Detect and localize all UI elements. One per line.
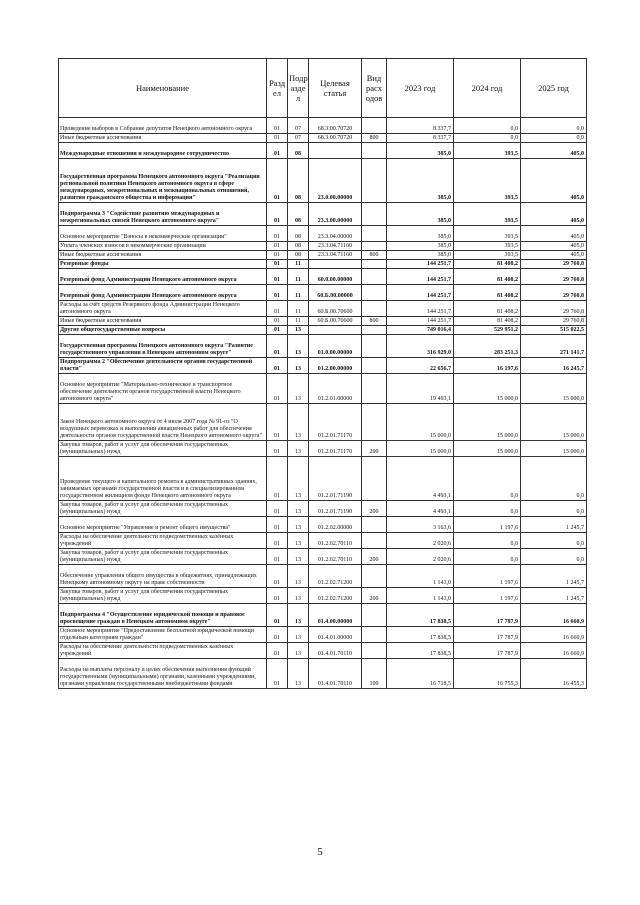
cell-podrazdel: 08	[288, 143, 309, 159]
table-row	[59, 517, 587, 533]
cell-razdel: 01	[267, 143, 288, 159]
cell-razdel: 01	[267, 159, 288, 203]
cell-2025: 15 000,0	[521, 374, 587, 404]
cell-2025: 0,0	[521, 118, 587, 134]
cell-target-article: 01.2.02.70110	[309, 533, 362, 549]
cell-razdel: 01	[267, 549, 288, 565]
cell-expense-type	[362, 643, 387, 659]
cell-expense-type: 100	[362, 659, 387, 689]
table-row	[59, 226, 587, 242]
cell-target-article: 01.2.01.71170	[309, 404, 362, 441]
cell-2023: 1 143,0	[387, 588, 454, 604]
cell-2023: 4 493,1	[387, 457, 454, 501]
cell-name: Закупка товаров, работ и услуг для обеспечения государственных (муниципальных) нужд	[59, 588, 267, 604]
cell-expense-type	[362, 627, 387, 643]
cell-target-article: 23.3.04.00000	[309, 226, 362, 242]
cell-expense-type	[362, 285, 387, 301]
cell-target-article: 01.2.02.00000	[309, 517, 362, 533]
header-year-2023: 2023 год	[387, 59, 454, 118]
cell-podrazdel: 11	[288, 317, 309, 326]
cell-name: Расходы на обеспечение деятельности подведомственных казённых учреждений	[59, 533, 267, 549]
table-body	[59, 118, 587, 689]
cell-2023: 17 838,5	[387, 604, 454, 627]
cell-expense-type: 200	[362, 501, 387, 517]
cell-target-article: 01.4.01.70110	[309, 643, 362, 659]
cell-razdel: 01	[267, 269, 288, 285]
cell-razdel: 01	[267, 457, 288, 501]
cell-2023: 385,0	[387, 143, 454, 159]
cell-name: Иные бюджетные ассигнования	[59, 251, 267, 260]
cell-razdel: 01	[267, 441, 288, 457]
cell-2024: 15 000,0	[454, 404, 521, 441]
cell-2024: 1 197,6	[454, 565, 521, 588]
cell-name: Международные отношения и международное сотрудничество	[59, 143, 267, 159]
cell-2024: 17 787,9	[454, 627, 521, 643]
cell-podrazdel: 13	[288, 457, 309, 501]
cell-expense-type: 800	[362, 134, 387, 143]
cell-2025: 1 245,7	[521, 517, 587, 533]
table-row	[59, 260, 587, 269]
cell-razdel: 01	[267, 301, 288, 317]
cell-razdel: 01	[267, 565, 288, 588]
table-row	[59, 285, 587, 301]
header-razdel: Разд ел	[267, 59, 288, 118]
cell-name: Закупка товаров, работ и услуг для обеспечения государственных (муниципальных) нужд	[59, 441, 267, 457]
cell-target-article: 60.Б.00.70600	[309, 301, 362, 317]
cell-name: Закупка товаров, работ и услуг для обеспечения государственных (муниципальных) нужд	[59, 549, 267, 565]
cell-target-article: 23.3.00.00000	[309, 203, 362, 226]
cell-podrazdel: 11	[288, 301, 309, 317]
cell-2024: 15 000,0	[454, 441, 521, 457]
cell-razdel: 01	[267, 317, 288, 326]
cell-expense-type	[362, 326, 387, 335]
cell-expense-type	[362, 604, 387, 627]
cell-2023: 8 337,7	[387, 134, 454, 143]
table-row	[59, 604, 587, 627]
cell-2025: 271 141,7	[521, 335, 587, 358]
cell-2024: 0,0	[454, 533, 521, 549]
table-row	[59, 659, 587, 689]
cell-expense-type	[362, 533, 387, 549]
cell-2024: 0,0	[454, 457, 521, 501]
cell-expense-type	[362, 374, 387, 404]
cell-name: Проведение текущего и капитального ремонта в административных зданиях, занимаемых органами государственной власти и в специализированном государственном жилищном фонде Ненецкого автономного округа	[59, 457, 267, 501]
cell-target-article: 23.3.04.71160	[309, 242, 362, 251]
cell-2023: 8 337,7	[387, 118, 454, 134]
cell-razdel: 01	[267, 251, 288, 260]
table-row	[59, 335, 587, 358]
cell-name: Иные бюджетные ассигнования	[59, 134, 267, 143]
cell-target-article: 23.0.00.00000	[309, 159, 362, 203]
cell-name: Расходы на выплаты персоналу в целях обеспечения выполнения функций государственными (муниципальными) органами, казенными учреждениями, органами управления государственными внебюджетными фондами	[59, 659, 267, 689]
cell-name: Основное мероприятие "Взносы в некоммерческие организации"	[59, 226, 267, 242]
header-target-article: Целевая статья	[309, 59, 362, 118]
table-row	[59, 143, 587, 159]
table-row	[59, 242, 587, 251]
cell-2023: 385,0	[387, 226, 454, 242]
cell-2023: 16 718,5	[387, 659, 454, 689]
header-year-2025: 2025 год	[521, 59, 587, 118]
cell-2023: 385,0	[387, 251, 454, 260]
table-row	[59, 441, 587, 457]
table-row	[59, 588, 587, 604]
cell-target-article: 60.Б.00.00000	[309, 285, 362, 301]
cell-name: Резервный фонд Администрации Ненецкого автономного округа	[59, 285, 267, 301]
cell-target-article: 01.4.01.70110	[309, 659, 362, 689]
cell-razdel: 01	[267, 285, 288, 301]
cell-name: Подпрограмма 3 "Содействие развитию международных и межрегиональных связей Ненецкого автономного округа"	[59, 203, 267, 226]
cell-podrazdel: 07	[288, 118, 309, 134]
cell-razdel: 01	[267, 326, 288, 335]
cell-2025: 15 000,0	[521, 441, 587, 457]
cell-2024: 17 787,9	[454, 604, 521, 627]
cell-podrazdel: 07	[288, 134, 309, 143]
cell-target-article: 68.3.00.70720	[309, 118, 362, 134]
cell-2025: 0,0	[521, 134, 587, 143]
cell-name: Государственная программа Ненецкого автономного округа "Реализация региональной политики Ненецкого автономного округа в сфере международных, межрегиональных и межнациональных отношений, развития гражданского общества и информации"	[59, 159, 267, 203]
cell-2024: 529 951,2	[454, 326, 521, 335]
table-row	[59, 203, 587, 226]
cell-podrazdel: 13	[288, 549, 309, 565]
cell-2023: 22 656,7	[387, 358, 454, 374]
cell-razdel: 01	[267, 226, 288, 242]
cell-podrazdel: 13	[288, 326, 309, 335]
cell-target-article	[309, 326, 362, 335]
cell-podrazdel: 13	[288, 358, 309, 374]
cell-2024: 81 408,2	[454, 269, 521, 285]
cell-podrazdel: 13	[288, 565, 309, 588]
cell-podrazdel: 13	[288, 588, 309, 604]
cell-razdel: 01	[267, 627, 288, 643]
cell-razdel: 01	[267, 374, 288, 404]
cell-2025: 16 455,3	[521, 659, 587, 689]
cell-2025: 29 760,8	[521, 260, 587, 269]
cell-2023: 144 251,7	[387, 285, 454, 301]
cell-2023: 144 251,7	[387, 260, 454, 269]
cell-2024: 81 408,2	[454, 285, 521, 301]
cell-expense-type	[362, 269, 387, 285]
table-row	[59, 533, 587, 549]
cell-podrazdel: 13	[288, 501, 309, 517]
cell-2025: 29 760,8	[521, 285, 587, 301]
cell-podrazdel: 08	[288, 159, 309, 203]
cell-target-article: 60.0.00.00000	[309, 269, 362, 285]
cell-podrazdel: 13	[288, 604, 309, 627]
cell-expense-type	[362, 260, 387, 269]
cell-2025: 16 660,9	[521, 627, 587, 643]
cell-name: Основное мероприятие "Управление и ремонт общего имущества"	[59, 517, 267, 533]
cell-razdel: 01	[267, 404, 288, 441]
cell-2024: 16 197,6	[454, 358, 521, 374]
cell-expense-type	[362, 118, 387, 134]
cell-name: Расходы на обеспечение деятельности подведомственных казённых учреждений	[59, 643, 267, 659]
cell-2025: 405,0	[521, 159, 587, 203]
cell-expense-type: 800	[362, 317, 387, 326]
cell-target-article: 01.2.02.71200	[309, 565, 362, 588]
cell-2023: 17 838,5	[387, 643, 454, 659]
cell-podrazdel: 13	[288, 643, 309, 659]
cell-target-article	[309, 260, 362, 269]
cell-name: Основное мероприятие "Предоставление бесплатной юридической помощи отдельным категориям граждан"	[59, 627, 267, 643]
cell-expense-type	[362, 226, 387, 242]
cell-2025: 1 245,7	[521, 565, 587, 588]
cell-name: Закон Ненецкого автономного округа от 4 июля 2007 года № 91-оз "О воздушных перевозках и выполнении авиационных работ для обеспечения деятельности органов государственной власти Ненецкого автономного округа"	[59, 404, 267, 441]
cell-2023: 316 929,0	[387, 335, 454, 358]
table-row	[59, 374, 587, 404]
cell-2023: 2 020,6	[387, 533, 454, 549]
cell-podrazdel: 08	[288, 251, 309, 260]
cell-expense-type	[362, 457, 387, 501]
cell-podrazdel: 13	[288, 374, 309, 404]
cell-expense-type: 200	[362, 588, 387, 604]
cell-name: Обеспечение управления общего имущества в общежитиях, принадлежащих Ненецкому автономному округу на праве собственности	[59, 565, 267, 588]
cell-razdel: 01	[267, 517, 288, 533]
cell-2024: 81 408,2	[454, 317, 521, 326]
table-row	[59, 159, 587, 203]
table-row	[59, 549, 587, 565]
cell-2024: 0,0	[454, 501, 521, 517]
cell-podrazdel: 13	[288, 404, 309, 441]
cell-2025: 405,0	[521, 226, 587, 242]
table-row	[59, 301, 587, 317]
cell-target-article: 01.4.01.00000	[309, 627, 362, 643]
cell-2023: 15 000,0	[387, 441, 454, 457]
cell-expense-type: 200	[362, 441, 387, 457]
cell-2025: 0,0	[521, 549, 587, 565]
cell-podrazdel: 13	[288, 659, 309, 689]
table-row	[59, 358, 587, 374]
cell-razdel: 01	[267, 501, 288, 517]
cell-razdel: 01	[267, 242, 288, 251]
cell-name: Государственная программа Ненецкого автономного округа "Развитие государственного управления в Ненецком автономном округе"	[59, 335, 267, 358]
cell-target-article: 60.Б.00.70600	[309, 317, 362, 326]
cell-2025: 405,0	[521, 143, 587, 159]
cell-podrazdel: 08	[288, 203, 309, 226]
cell-expense-type	[362, 242, 387, 251]
budget-table-sheet	[58, 58, 586, 689]
cell-2025: 0,0	[521, 533, 587, 549]
table-row	[59, 317, 587, 326]
table-row	[59, 627, 587, 643]
cell-2024: 1 197,6	[454, 588, 521, 604]
cell-expense-type	[362, 517, 387, 533]
cell-2024: 17 787,9	[454, 643, 521, 659]
table-row	[59, 643, 587, 659]
cell-2024: 393,5	[454, 143, 521, 159]
cell-expense-type	[362, 143, 387, 159]
cell-razdel: 01	[267, 643, 288, 659]
table-row	[59, 404, 587, 441]
cell-2024: 393,5	[454, 226, 521, 242]
cell-2023: 385,0	[387, 242, 454, 251]
cell-name: Подпрограмма 4 "Осуществление юридической помощи и правовое просвещение граждан в Ненецком автономном округе"	[59, 604, 267, 627]
cell-2025: 0,0	[521, 501, 587, 517]
cell-2023: 144 251,7	[387, 301, 454, 317]
cell-name: Расходы за счёт средств Резервного фонда Администрации Ненецкого автономного округа	[59, 301, 267, 317]
cell-2024: 1 197,6	[454, 517, 521, 533]
cell-name: Резервный фонд Администрации Ненецкого автономного округа	[59, 269, 267, 285]
cell-2025: 1 245,7	[521, 588, 587, 604]
cell-2024: 15 000,0	[454, 374, 521, 404]
cell-podrazdel: 08	[288, 226, 309, 242]
cell-razdel: 01	[267, 358, 288, 374]
cell-2024: 393,5	[454, 203, 521, 226]
cell-razdel: 01	[267, 134, 288, 143]
cell-podrazdel: 11	[288, 285, 309, 301]
cell-2024: 81 408,2	[454, 301, 521, 317]
cell-2023: 2 020,6	[387, 549, 454, 565]
cell-2024: 0,0	[454, 549, 521, 565]
cell-podrazdel: 13	[288, 335, 309, 358]
cell-2025: 405,0	[521, 251, 587, 260]
cell-podrazdel: 13	[288, 533, 309, 549]
cell-expense-type: 800	[362, 251, 387, 260]
cell-2023: 144 251,7	[387, 317, 454, 326]
cell-podrazdel: 08	[288, 242, 309, 251]
cell-2025: 405,0	[521, 203, 587, 226]
cell-2025: 15 000,0	[521, 404, 587, 441]
cell-razdel: 01	[267, 588, 288, 604]
cell-2025: 0,0	[521, 457, 587, 501]
cell-2024: 16 755,3	[454, 659, 521, 689]
cell-target-article: 01.2.01.71170	[309, 441, 362, 457]
cell-target-article	[309, 143, 362, 159]
cell-target-article: 01.0.00.00000	[309, 335, 362, 358]
cell-2025: 29 760,8	[521, 269, 587, 285]
cell-2025: 405,0	[521, 242, 587, 251]
table-row	[59, 134, 587, 143]
cell-2025: 29 760,8	[521, 301, 587, 317]
header-name: Наименование	[59, 59, 267, 118]
cell-razdel: 01	[267, 659, 288, 689]
cell-2025: 29 760,8	[521, 317, 587, 326]
cell-name: Закупка товаров, работ и услуг для обеспечения государственных (муниципальных) нужд	[59, 501, 267, 517]
cell-razdel: 01	[267, 604, 288, 627]
cell-2024: 393,5	[454, 251, 521, 260]
cell-2024: 0,0	[454, 118, 521, 134]
cell-expense-type: 200	[362, 549, 387, 565]
cell-target-article: 68.3.00.70720	[309, 134, 362, 143]
cell-expense-type	[362, 404, 387, 441]
cell-razdel: 01	[267, 118, 288, 134]
cell-target-article: 01.2.02.71200	[309, 588, 362, 604]
cell-2024: 0,0	[454, 134, 521, 143]
budget-table	[58, 58, 587, 689]
header-expense-type: Вид расх одов	[362, 59, 387, 118]
cell-2023: 144 251,7	[387, 269, 454, 285]
cell-name: Проведение выборов в Собрание депутатов Ненецкого автономного округа	[59, 118, 267, 134]
cell-expense-type	[362, 159, 387, 203]
cell-name: Иные бюджетные ассигнования	[59, 317, 267, 326]
cell-target-article: 01.2.01.00000	[309, 374, 362, 404]
header-podrazdel: Подр азде л	[288, 59, 309, 118]
cell-2023: 385,0	[387, 203, 454, 226]
cell-target-article: 01.2.02.70110	[309, 549, 362, 565]
cell-podrazdel: 13	[288, 627, 309, 643]
cell-2023: 4 493,1	[387, 501, 454, 517]
table-header-row	[59, 59, 587, 118]
cell-2025: 16 660,9	[521, 604, 587, 627]
cell-name: Уплата членских взносов в некоммерческие организации	[59, 242, 267, 251]
cell-2023: 3 163,6	[387, 517, 454, 533]
cell-target-article: 01.4.00.00000	[309, 604, 362, 627]
cell-target-article: 23.3.04.71160	[309, 251, 362, 260]
table-row	[59, 269, 587, 285]
table-row	[59, 457, 587, 501]
cell-podrazdel: 13	[288, 441, 309, 457]
cell-expense-type	[362, 358, 387, 374]
cell-target-article: 01.2.01.71190	[309, 501, 362, 517]
table-row	[59, 326, 587, 335]
cell-target-article: 01.2.00.00000	[309, 358, 362, 374]
cell-podrazdel: 13	[288, 517, 309, 533]
cell-expense-type	[362, 335, 387, 358]
cell-razdel: 01	[267, 335, 288, 358]
cell-2025: 16 660,9	[521, 643, 587, 659]
cell-2024: 393,5	[454, 242, 521, 251]
table-row	[59, 118, 587, 134]
cell-expense-type	[362, 301, 387, 317]
cell-2025: 515 022,5	[521, 326, 587, 335]
cell-expense-type	[362, 203, 387, 226]
table-row	[59, 565, 587, 588]
cell-2023: 385,0	[387, 159, 454, 203]
cell-2023: 1 143,0	[387, 565, 454, 588]
cell-2023: 19 493,1	[387, 374, 454, 404]
cell-razdel: 01	[267, 260, 288, 269]
cell-razdel: 01	[267, 533, 288, 549]
cell-name: Резервные фонды	[59, 260, 267, 269]
cell-target-article: 01.2.01.71190	[309, 457, 362, 501]
cell-podrazdel: 11	[288, 269, 309, 285]
cell-expense-type	[362, 565, 387, 588]
cell-2024: 283 251,3	[454, 335, 521, 358]
cell-2023: 17 838,5	[387, 627, 454, 643]
cell-podrazdel: 11	[288, 260, 309, 269]
cell-2023: 749 016,4	[387, 326, 454, 335]
header-year-2024: 2024 год	[454, 59, 521, 118]
page-number: 5	[317, 846, 323, 858]
cell-name: Подпрограмма 2 "Обеспечение деятельности органов государственной власти"	[59, 358, 267, 374]
cell-2023: 15 000,0	[387, 404, 454, 441]
cell-2025: 16 245,7	[521, 358, 587, 374]
cell-2024: 393,5	[454, 159, 521, 203]
table-row	[59, 251, 587, 260]
cell-razdel: 01	[267, 203, 288, 226]
cell-name: Другие общегосударственные вопросы	[59, 326, 267, 335]
table-row	[59, 501, 587, 517]
cell-2024: 81 408,2	[454, 260, 521, 269]
cell-name: Основное мероприятие "Материально-техническое и транспортное обеспечение деятельности органов государственной власти Ненецкого автономного округа"	[59, 374, 267, 404]
